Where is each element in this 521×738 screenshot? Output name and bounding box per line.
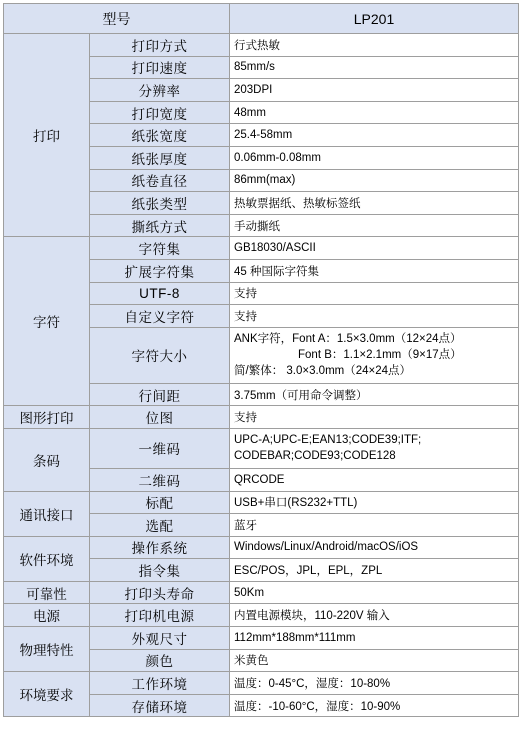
group-environment: 环境要求 <box>4 672 90 717</box>
group-barcode: 条码 <box>4 428 90 491</box>
spec-label: UTF-8 <box>90 282 230 305</box>
barcode-line: UPC-A;UPC-E;EAN13;CODE39;ITF; <box>234 434 422 447</box>
spec-value: 0.06mm-0.08mm <box>230 146 519 169</box>
spec-value: 85mm/s <box>230 56 519 79</box>
spec-value: 50Km <box>230 581 519 604</box>
spec-value: 米黄色 <box>230 649 519 672</box>
spec-label: 颜色 <box>90 649 230 672</box>
group-graphics: 图形打印 <box>4 406 90 429</box>
spec-value: 行式热敏 <box>230 34 519 57</box>
char-size-line: ANK字符，Font A：1.5×3.0mm（12×24点） <box>234 333 462 346</box>
spec-value: 热敏票据纸、热敏标签纸 <box>230 192 519 215</box>
char-size-line: 简/繁体： 3.0×3.0mm（24×24点） <box>234 365 412 378</box>
spec-label: 纸卷直径 <box>90 169 230 192</box>
spec-label: 打印速度 <box>90 56 230 79</box>
spec-table <box>3 3 519 717</box>
spec-label: 自定义字符 <box>90 305 230 328</box>
spec-value: 支持 <box>230 406 519 429</box>
spec-label: 标配 <box>90 491 230 514</box>
spec-value: 3.75mm（可用命令调整） <box>230 383 519 406</box>
spec-label: 扩展字符集 <box>90 259 230 282</box>
spec-value <box>230 428 519 468</box>
spec-label: 存储环境 <box>90 694 230 717</box>
spec-row <box>4 581 519 604</box>
spec-label: 打印方式 <box>90 34 230 57</box>
model-label: 型号 <box>4 4 230 34</box>
spec-label: 打印宽度 <box>90 101 230 124</box>
spec-row <box>4 672 519 695</box>
barcode-line: CODEBAR;CODE93;CODE128 <box>234 450 396 463</box>
spec-value: USB+串口(RS232+TTL) <box>230 491 519 514</box>
group-physical: 物理特性 <box>4 627 90 672</box>
spec-row <box>4 536 519 559</box>
spec-label: 一维码 <box>90 428 230 468</box>
spec-label: 字符集 <box>90 237 230 260</box>
spec-value <box>230 327 519 383</box>
spec-label: 行间距 <box>90 383 230 406</box>
group-charset: 字符 <box>4 237 90 406</box>
spec-value: 支持 <box>230 305 519 328</box>
spec-value: GB18030/ASCII <box>230 237 519 260</box>
spec-label: 纸张宽度 <box>90 124 230 147</box>
spec-value: 温度：0-45°C，湿度：10-80% <box>230 672 519 695</box>
header-row <box>4 4 519 34</box>
group-power: 电源 <box>4 604 90 627</box>
spec-value: 蓝牙 <box>230 514 519 537</box>
spec-label: 位图 <box>90 406 230 429</box>
char-size-line: Font B：1.1×2.1mm（9×17点） <box>298 349 462 362</box>
spec-label: 打印机电源 <box>90 604 230 627</box>
spec-value: 25.4-58mm <box>230 124 519 147</box>
group-interface: 通讯接口 <box>4 491 90 536</box>
group-reliability: 可靠性 <box>4 581 90 604</box>
spec-row <box>4 428 519 468</box>
spec-value: 45 种国际字符集 <box>230 259 519 282</box>
group-software: 软件环境 <box>4 536 90 581</box>
model-value: LP201 <box>230 4 519 34</box>
spec-label: 指令集 <box>90 559 230 582</box>
spec-value: QRCODE <box>230 468 519 491</box>
spec-value: 203DPI <box>230 79 519 102</box>
spec-value: 手动撕纸 <box>230 214 519 237</box>
spec-value: ESC/POS，JPL，EPL，ZPL <box>230 559 519 582</box>
spec-row <box>4 34 519 57</box>
spec-value: 内置电源模块，110-220V 输入 <box>230 604 519 627</box>
spec-value: 温度：-10-60°C，湿度：10-90% <box>230 694 519 717</box>
spec-label: 操作系统 <box>90 536 230 559</box>
spec-label: 分辨率 <box>90 79 230 102</box>
spec-label: 纸张类型 <box>90 192 230 215</box>
spec-label: 打印头寿命 <box>90 581 230 604</box>
spec-label: 字符大小 <box>90 327 230 383</box>
spec-value: 112mm*188mm*111mm <box>230 627 519 650</box>
spec-row <box>4 604 519 627</box>
spec-value: 86mm(max) <box>230 169 519 192</box>
group-print: 打印 <box>4 34 90 237</box>
spec-label: 选配 <box>90 514 230 537</box>
spec-row <box>4 627 519 650</box>
spec-label: 二维码 <box>90 468 230 491</box>
spec-row <box>4 406 519 429</box>
spec-label: 外观尺寸 <box>90 627 230 650</box>
spec-row <box>4 491 519 514</box>
spec-label: 工作环境 <box>90 672 230 695</box>
spec-label: 纸张厚度 <box>90 146 230 169</box>
spec-label: 撕纸方式 <box>90 214 230 237</box>
spec-value: Windows/Linux/Android/macOS/iOS <box>230 536 519 559</box>
spec-value: 48mm <box>230 101 519 124</box>
spec-row <box>4 237 519 260</box>
spec-value: 支持 <box>230 282 519 305</box>
